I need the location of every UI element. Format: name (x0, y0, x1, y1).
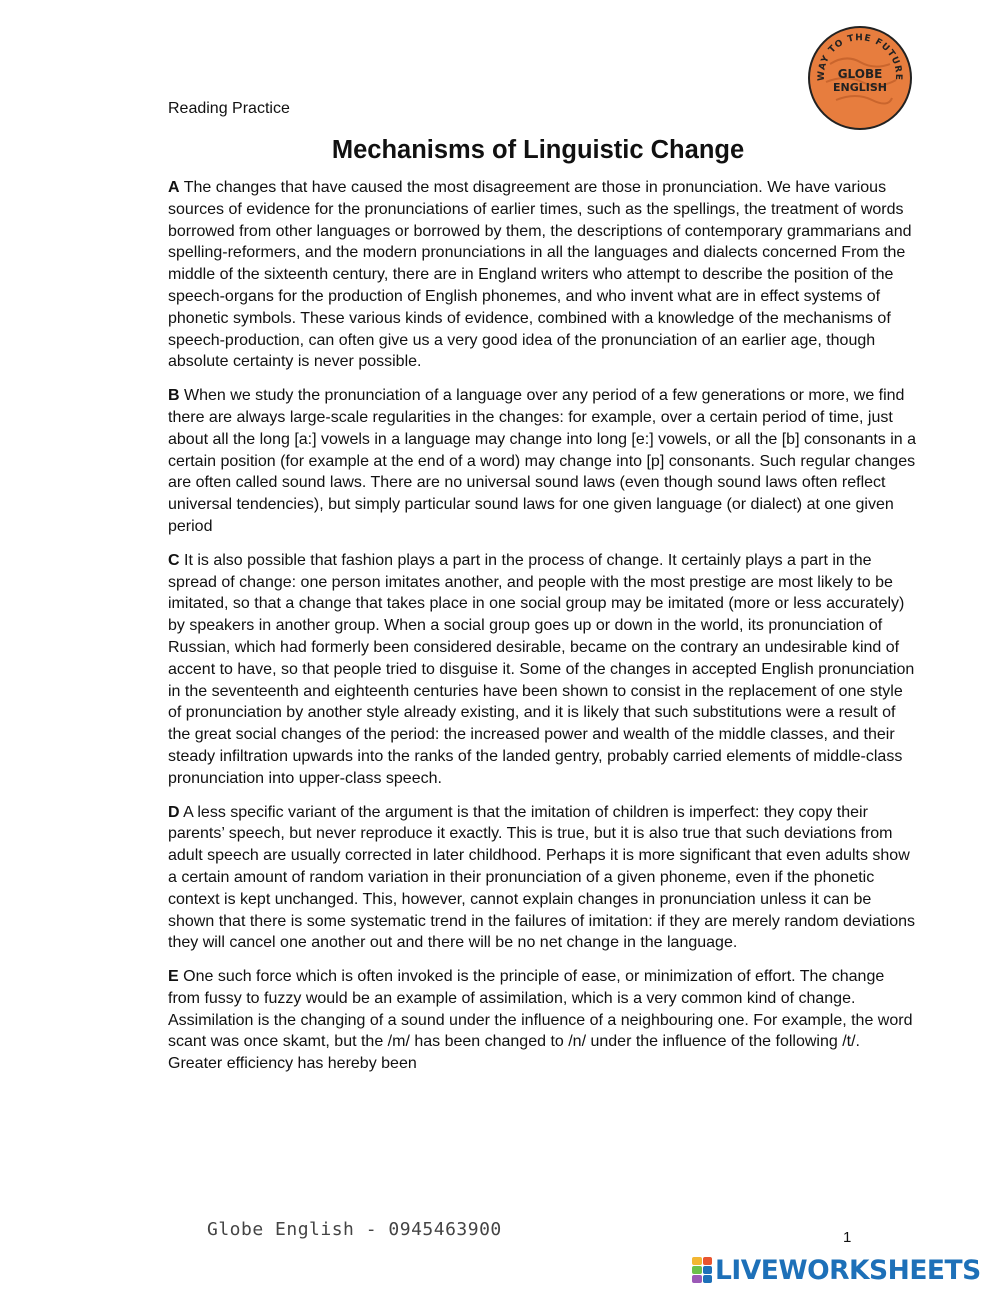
liveworksheets-brand[interactable] (692, 1255, 981, 1285)
page-number: 1 (843, 1229, 852, 1246)
paragraph-b (168, 385, 918, 538)
article-body (168, 177, 918, 1087)
paragraph-c (168, 550, 918, 790)
liveworksheets-icon (692, 1257, 712, 1283)
paragraph-d (168, 802, 918, 955)
logo-arc-text: WAY TO THE FUTURE (816, 33, 904, 82)
logo-line2: ENGLISH (833, 81, 887, 94)
paragraph-letter: D (168, 803, 180, 821)
paragraph-text: When we study the pronunciation of a language over any period of a few generations or more, we find there are always large-scale regularities in the changes: for example, over a certain period of time, just about all the long [a:] vowels in a language may change into long [e:] vowels, or all the [b] consonants in a certain position (for example at the end of a word) may change into [p] consonants. Such regular changes are often called sound laws. There are no universal sound laws (even though sound laws often reflect universal tendencies), but simply particular sound laws for one given language (or dialect) at one given period (168, 387, 917, 535)
globe-english-logo (806, 24, 914, 132)
header-label: Reading Practice (168, 100, 290, 117)
paragraph-text: It is also possible that fashion plays a part in the process of change. It certainly plays a part in the spread of change: one person imitates another, and people with the most prestige are most likely to be imitated, so that a change that takes place in one social group may be imitated (more or less accurately) by speakers in another group. When a social group goes up or down in the world, its pronunciation of Russian, which had formerly been considered desirable, became on the contrary an undesirable kind of accent to have, so that people tried to disguise it. Some of the changes in accepted English pronunciation in the seventeenth and eighteenth centuries have been shown to consist in the replacement of one style of pronunciation by another style already existing, and it is likely that such substitutions were a result of the great social changes of the period: the increased power and wealth of the middle classes, and their steady infiltration upwards into the ranks of the landed gentry, probably carried elements of middle-class pronunciation into upper-class speech. (168, 551, 915, 787)
paragraph-letter: B (168, 387, 180, 405)
paragraph-text: A less specific variant of the argument is that the imitation of children is imperfect: they copy their parents’ speech, but never reproduce it exactly. This is true, but it is also true that such deviations from adult speech are usually corrected in later childhood. Perhaps it is more significant that even adults show a certain amount of random variation in their pronunciation of a given phoneme, even if the phonetic context is kept unchanged. This, however, cannot explain changes in pronunciation unless it can be shown that there is some systematic trend in the failures of imitation: if they are merely random deviations they will cancel one another out and there will be no net change in the language. (168, 803, 916, 952)
paragraph-a (168, 177, 918, 373)
liveworksheets-text: LIVEWORKSHEETS (715, 1254, 981, 1286)
logo-line1: GLOBE (837, 67, 883, 81)
paragraph-letter: A (168, 179, 180, 196)
paragraph-letter: C (168, 551, 180, 569)
paragraph-letter: E (168, 968, 179, 986)
paragraph-text: One such force which is often invoked is the principle of ease, or minimization of effort. The change from fussy to fuzzy would be an example of assimilation, which is a very common kind of change. Assimilation is the changing of a sound under the influence of a neighbouring one. For example, the word scant was once skamt, but the /m/ has been changed to /n/ under the influence of the following /t/. Greater efficiency has hereby been (168, 968, 913, 1073)
page-title: Mechanisms of Linguistic Change (331, 136, 745, 164)
paragraph-text: The changes that have caused the most disagreement are those in pronunciation. We have various sources of evidence for the pronunciations of earlier times, such as the spellings, the treatment of words borrowed from other languages or borrowed by them, the descriptions of contemporary grammarians and spelling-reformers, and the modern pronunciations in all the languages and dialects concerned From the middle of the sixteenth century, there are in England writers who attempt to describe the position of the speech-organs for the production of English phonemes, and who invent what are in effect systems of phonetic symbols. These various kinds of evidence, combined with a knowledge of the mechanisms of speech-production, can often give us a very good idea of the pronunciation of an earlier age, though absolute certainty is never possible. (168, 179, 912, 371)
footer-contact: Globe English - 0945463900 (207, 1219, 502, 1240)
paragraph-e (168, 966, 918, 1075)
